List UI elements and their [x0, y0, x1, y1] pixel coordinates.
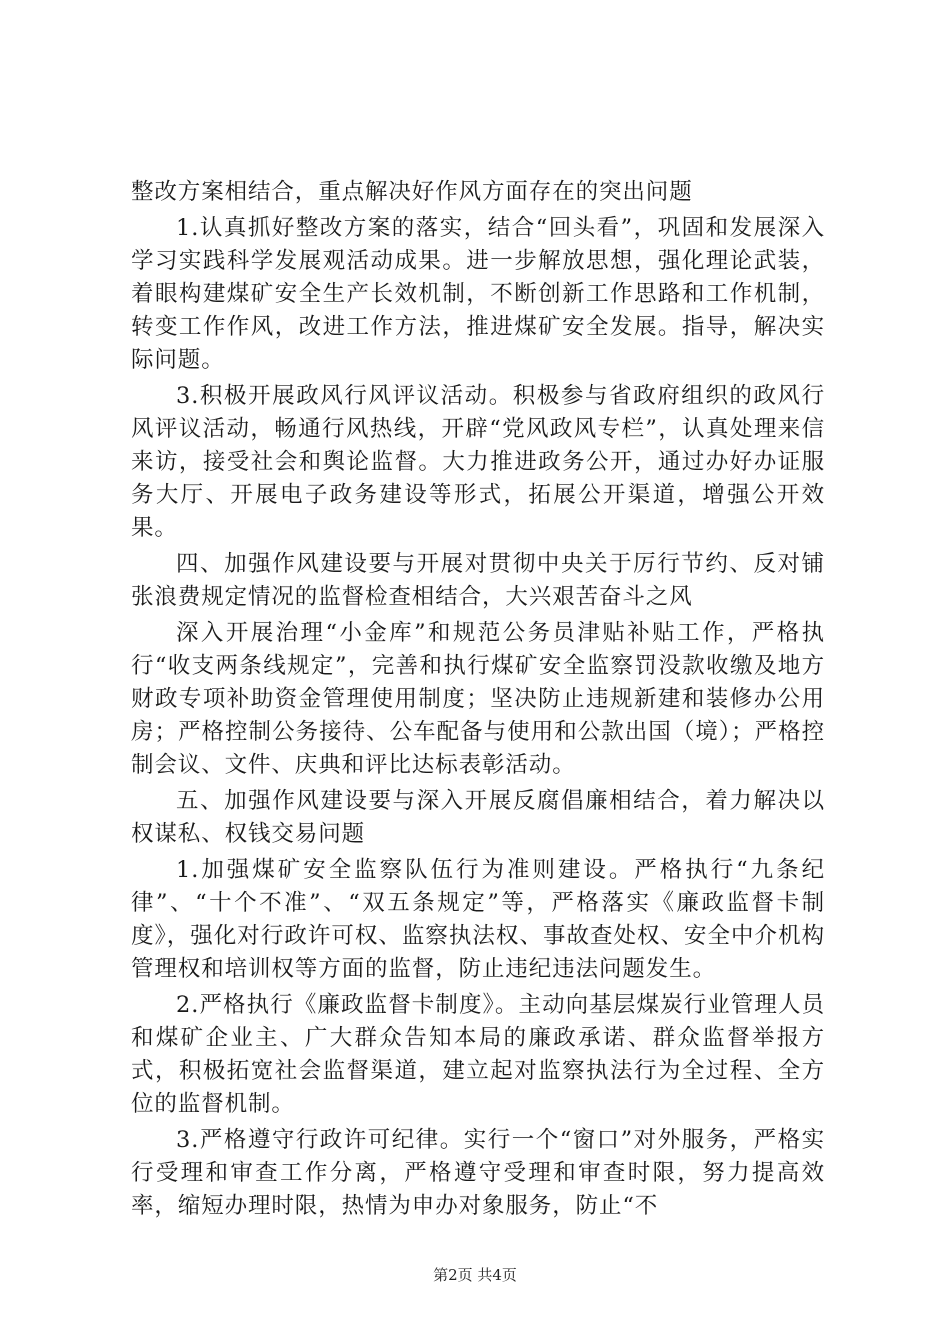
paragraph-section-5-item-1: 1.加强煤矿安全监察队伍行为准则建设。严格执行“九条纪律”、“十个不准”、“双五条规定”等，严格落实《廉政监督卡制度》，强化对行政许可权、监察执法权、事故查处权、安全中介机构管理权和培训权等方面的监督，防止违纪违法问题发生。: [131, 857, 825, 982]
section-heading-4: 四、加强作风建设要与开展对贯彻中央关于厉行节约、反对铺张浪费规定情况的监督检查相结合，大兴艰苦奋斗之风: [131, 551, 825, 610]
paragraph-item-3: 3.积极开展政风行风评议活动。积极参与省政府组织的政风行风评议活动，畅通行风热线，开辟“党风政风专栏”，认真处理来信来访，接受社会和舆论监督。大力推进政务公开，通过办好办证服务大厅、开展电子政务建设等形式，拓展公开渠道，增强公开效果。: [131, 383, 825, 541]
page-footer: [0, 1264, 950, 1285]
paragraph-continuation: 整改方案相结合，重点解决好作风方面存在的突出问题: [131, 179, 693, 205]
paragraph-section-5-item-3: 3.严格遵守行政许可纪律。实行一个“窗口”对外服务，严格实行受理和审查工作分离，严格遵守受理和审查时限，努力提高效率，缩短办理时限，热情为申办对象服务，防止“不: [131, 1127, 825, 1219]
paragraph-section-5-item-2: 2.严格执行《廉政监督卡制度》。主动向基层煤炭行业管理人员和煤矿企业主、广大群众告知本局的廉政承诺、群众监督举报方式，积极拓宽社会监督渠道，建立起对监察执法行为全过程、全方位的监督机制。: [131, 992, 825, 1117]
paragraph-item-1: 1.认真抓好整改方案的落实，结合“回头看”，巩固和发展深入学习实践科学发展观活动成果。进一步解放思想，强化理论武装，着眼构建煤矿安全生产长效机制，不断创新工作思路和工作机制，转变工作作风，改进工作方法，推进煤矿安全发展。指导，解决实际问题。: [131, 215, 825, 373]
paragraph-section-4-body: 深入开展治理“小金库”和规范公务员津贴补贴工作，严格执行“收支两条线规定”，完善和执行煤矿安全监察罚没款收缴及地方财政专项补助资金管理使用制度；坚决防止违规新建和装修办公用房；严格控制公务接待、公车配备与使用和公款出国（境）；严格控制会议、文件、庆典和评比达标表彰活动。: [131, 620, 825, 778]
section-heading-5: 五、加强作风建设要与深入开展反腐倡廉相结合，着力解决以权谋私、权钱交易问题: [131, 788, 825, 847]
document-body: [131, 176, 825, 1226]
page-number: 第2页 共4页: [433, 1266, 517, 1284]
